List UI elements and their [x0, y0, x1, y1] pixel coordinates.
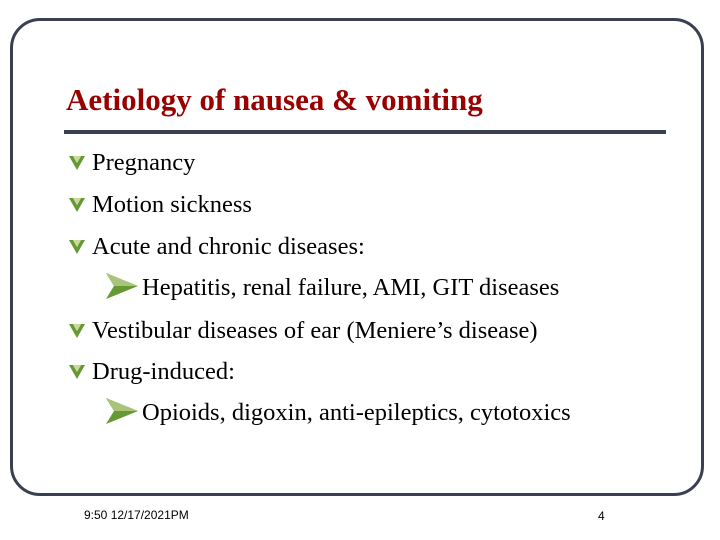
arrow-bullet-icon: [104, 396, 140, 426]
title-underline: [64, 130, 666, 134]
sub-bullet-item: [104, 271, 559, 301]
bullet-text: Motion sickness: [92, 191, 252, 218]
page-number: 4: [598, 509, 605, 523]
arrow-bullet-icon: [104, 271, 140, 301]
bullet-text: Drug-induced:: [92, 358, 235, 385]
sub-bullet-text: Opioids, digoxin, anti-epileptics, cytotoxics: [142, 399, 571, 426]
sub-bullet-text: Hepatitis, renal failure, AMI, GIT diseases: [142, 274, 560, 301]
bullet-item: [66, 192, 252, 218]
sub-bullet-item: [104, 396, 571, 426]
bullet-item: [66, 150, 195, 176]
footer-datetime: 9:50 12/17/2021PM: [84, 508, 189, 522]
bullet-item: [66, 234, 365, 260]
diamond-v-bullet-icon: [66, 192, 88, 214]
bullet-item: [66, 318, 538, 344]
diamond-v-bullet-icon: [66, 150, 88, 172]
bullet-item: [66, 359, 235, 385]
diamond-v-bullet-icon: [66, 318, 88, 340]
bullet-text: Vestibular diseases of ear (Meniere’s disease): [92, 317, 538, 344]
diamond-v-bullet-icon: [66, 359, 88, 381]
slide-title: Aetiology of nausea & vomiting: [66, 82, 483, 117]
bullet-text: Pregnancy: [92, 149, 196, 176]
bullet-text: Acute and chronic diseases:: [92, 233, 365, 260]
diamond-v-bullet-icon: [66, 234, 88, 256]
